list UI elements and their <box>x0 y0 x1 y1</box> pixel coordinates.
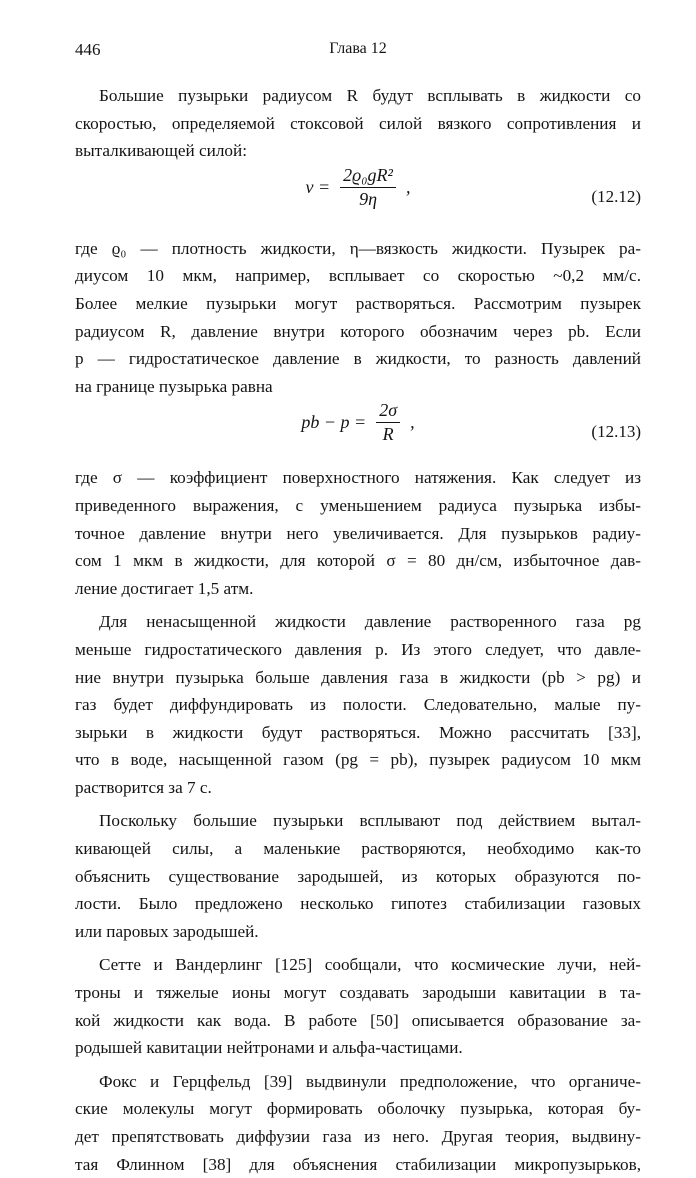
equation-formula <box>75 400 641 445</box>
equation-trail: , <box>410 412 415 433</box>
text-line: родышей кавитации нейтронами и альфа-частицами. <box>75 1038 463 1058</box>
fraction <box>376 400 400 445</box>
text-line: кивающей силы, а маленькие растворяются, необходимо как-то <box>75 839 641 859</box>
paragraph-7 <box>75 1068 641 1178</box>
equation-formula <box>75 165 641 210</box>
text-line: зырьки в жидкости будут растворяться. Можно рассчитать [33], <box>75 722 641 742</box>
text-line: Сетте и Вандерлинг [125] сообщали, что космические лучи, ней- <box>99 955 641 975</box>
equation-12-13 <box>75 400 641 464</box>
text-line: приведенного выражения, с уменьшением радиуса пузырька избы- <box>75 495 641 515</box>
text-line: Поскольку большие пузырьки всплывают под действием вытал- <box>99 811 641 831</box>
text-line: ние внутри пузырька больше давления газа в жидкости (pb > pg) и <box>75 667 641 687</box>
text-line: диусом 10 мкм, например, всплывает со скоростью ~0,2 мм/с. <box>75 266 641 286</box>
text-line: меньше гидростатического давления p. Из этого следует, что давле- <box>75 639 641 659</box>
text-line: ские молекулы могут формировать оболочку пузырька, которая бу- <box>75 1099 641 1119</box>
fraction-denominator: R <box>382 424 394 445</box>
fraction-denominator: 9η <box>359 188 378 209</box>
text-line: троны и тяжелые ионы могут создавать зародыши кавитации в та- <box>75 983 641 1003</box>
equation-number: (12.12) <box>591 186 641 206</box>
text-line: скоростью, определяемой стоксовой силой вязкого сопротивления и <box>75 113 641 133</box>
text-line: Для ненасыщенной жидкости давление растворенного газа pg <box>99 612 641 632</box>
text-line: Фокс и Герцфельд [39] выдвинули предположение, что органиче- <box>99 1071 641 1091</box>
equation-12-12 <box>75 165 641 235</box>
text-line: дет препятствовать диффузии газа из него. Другая теория, выдвину- <box>75 1127 641 1146</box>
fraction-numerator: 2σ <box>376 400 400 423</box>
running-title: Глава 12 <box>329 40 387 57</box>
text-line: сом 1 мкм в жидкости, для которой σ = 80 дн/см, избыточное дав- <box>75 551 641 571</box>
text-line: газ будет диффундировать из полости. Следовательно, малые пу- <box>75 695 641 715</box>
text-line: на границе пузырька равна <box>75 376 273 396</box>
fraction <box>340 165 396 210</box>
text-line: где ϱ₀ — плотность жидкости, η—вязкость жидкости. Пузырек ра- <box>75 238 641 258</box>
text-line: ление достигает 1,5 атм. <box>75 578 254 598</box>
paragraph-5 <box>75 807 641 945</box>
text-line: растворится за 7 с. <box>75 777 212 797</box>
text-line: лости. Было предложено несколько гипотез стабилизации газовых <box>75 894 641 914</box>
text-line: выталкивающей силой: <box>75 141 247 161</box>
text-line: Более мелкие пузырьки могут растворяться. Рассмотрим пузырек <box>75 293 641 313</box>
paragraph-2 <box>75 235 641 401</box>
page-body <box>75 82 641 1178</box>
text-line: точное давление внутри него увеличивается. Для пузырьков радиу- <box>75 523 641 543</box>
text-line: p — гидростатическое давление в жидкости, то разность давлений <box>75 349 641 369</box>
text-line: Большие пузырьки радиусом R будут всплывать в жидкости со <box>99 86 641 105</box>
paragraph-1 <box>75 82 641 165</box>
text-line: где σ — коэффициент поверхностного натяжения. Как следует из <box>75 468 641 488</box>
page-header <box>75 40 641 66</box>
text-line: тая Флинном [38] для объяснения стабилизации микропузырьков, <box>75 1154 641 1174</box>
equation-trail: , <box>405 176 411 197</box>
text-line: радиусом R, давление внутри которого обозначим через pb. Если <box>75 321 641 341</box>
paragraph-6 <box>75 951 641 1061</box>
equation-number: (12.13) <box>591 422 641 442</box>
equation-lhs: pb − p = <box>301 412 367 433</box>
text-line: кой жидкости как вода. В работе [50] описывается образование за- <box>75 1010 641 1030</box>
text-line: объяснить существование зародышей, из которых образуются по- <box>75 866 641 886</box>
page-number: 446 <box>75 40 101 59</box>
paragraph-4 <box>75 608 641 801</box>
fraction-numerator: 2ϱ₀gR² <box>340 165 396 188</box>
text-line: или паровых зародышей. <box>75 921 259 941</box>
paragraph-3 <box>75 464 641 602</box>
equation-lhs: v = <box>305 176 331 197</box>
text-line: что в воде, насыщенной газом (pg = pb), пузырек радиусом 10 мкм <box>75 750 641 770</box>
